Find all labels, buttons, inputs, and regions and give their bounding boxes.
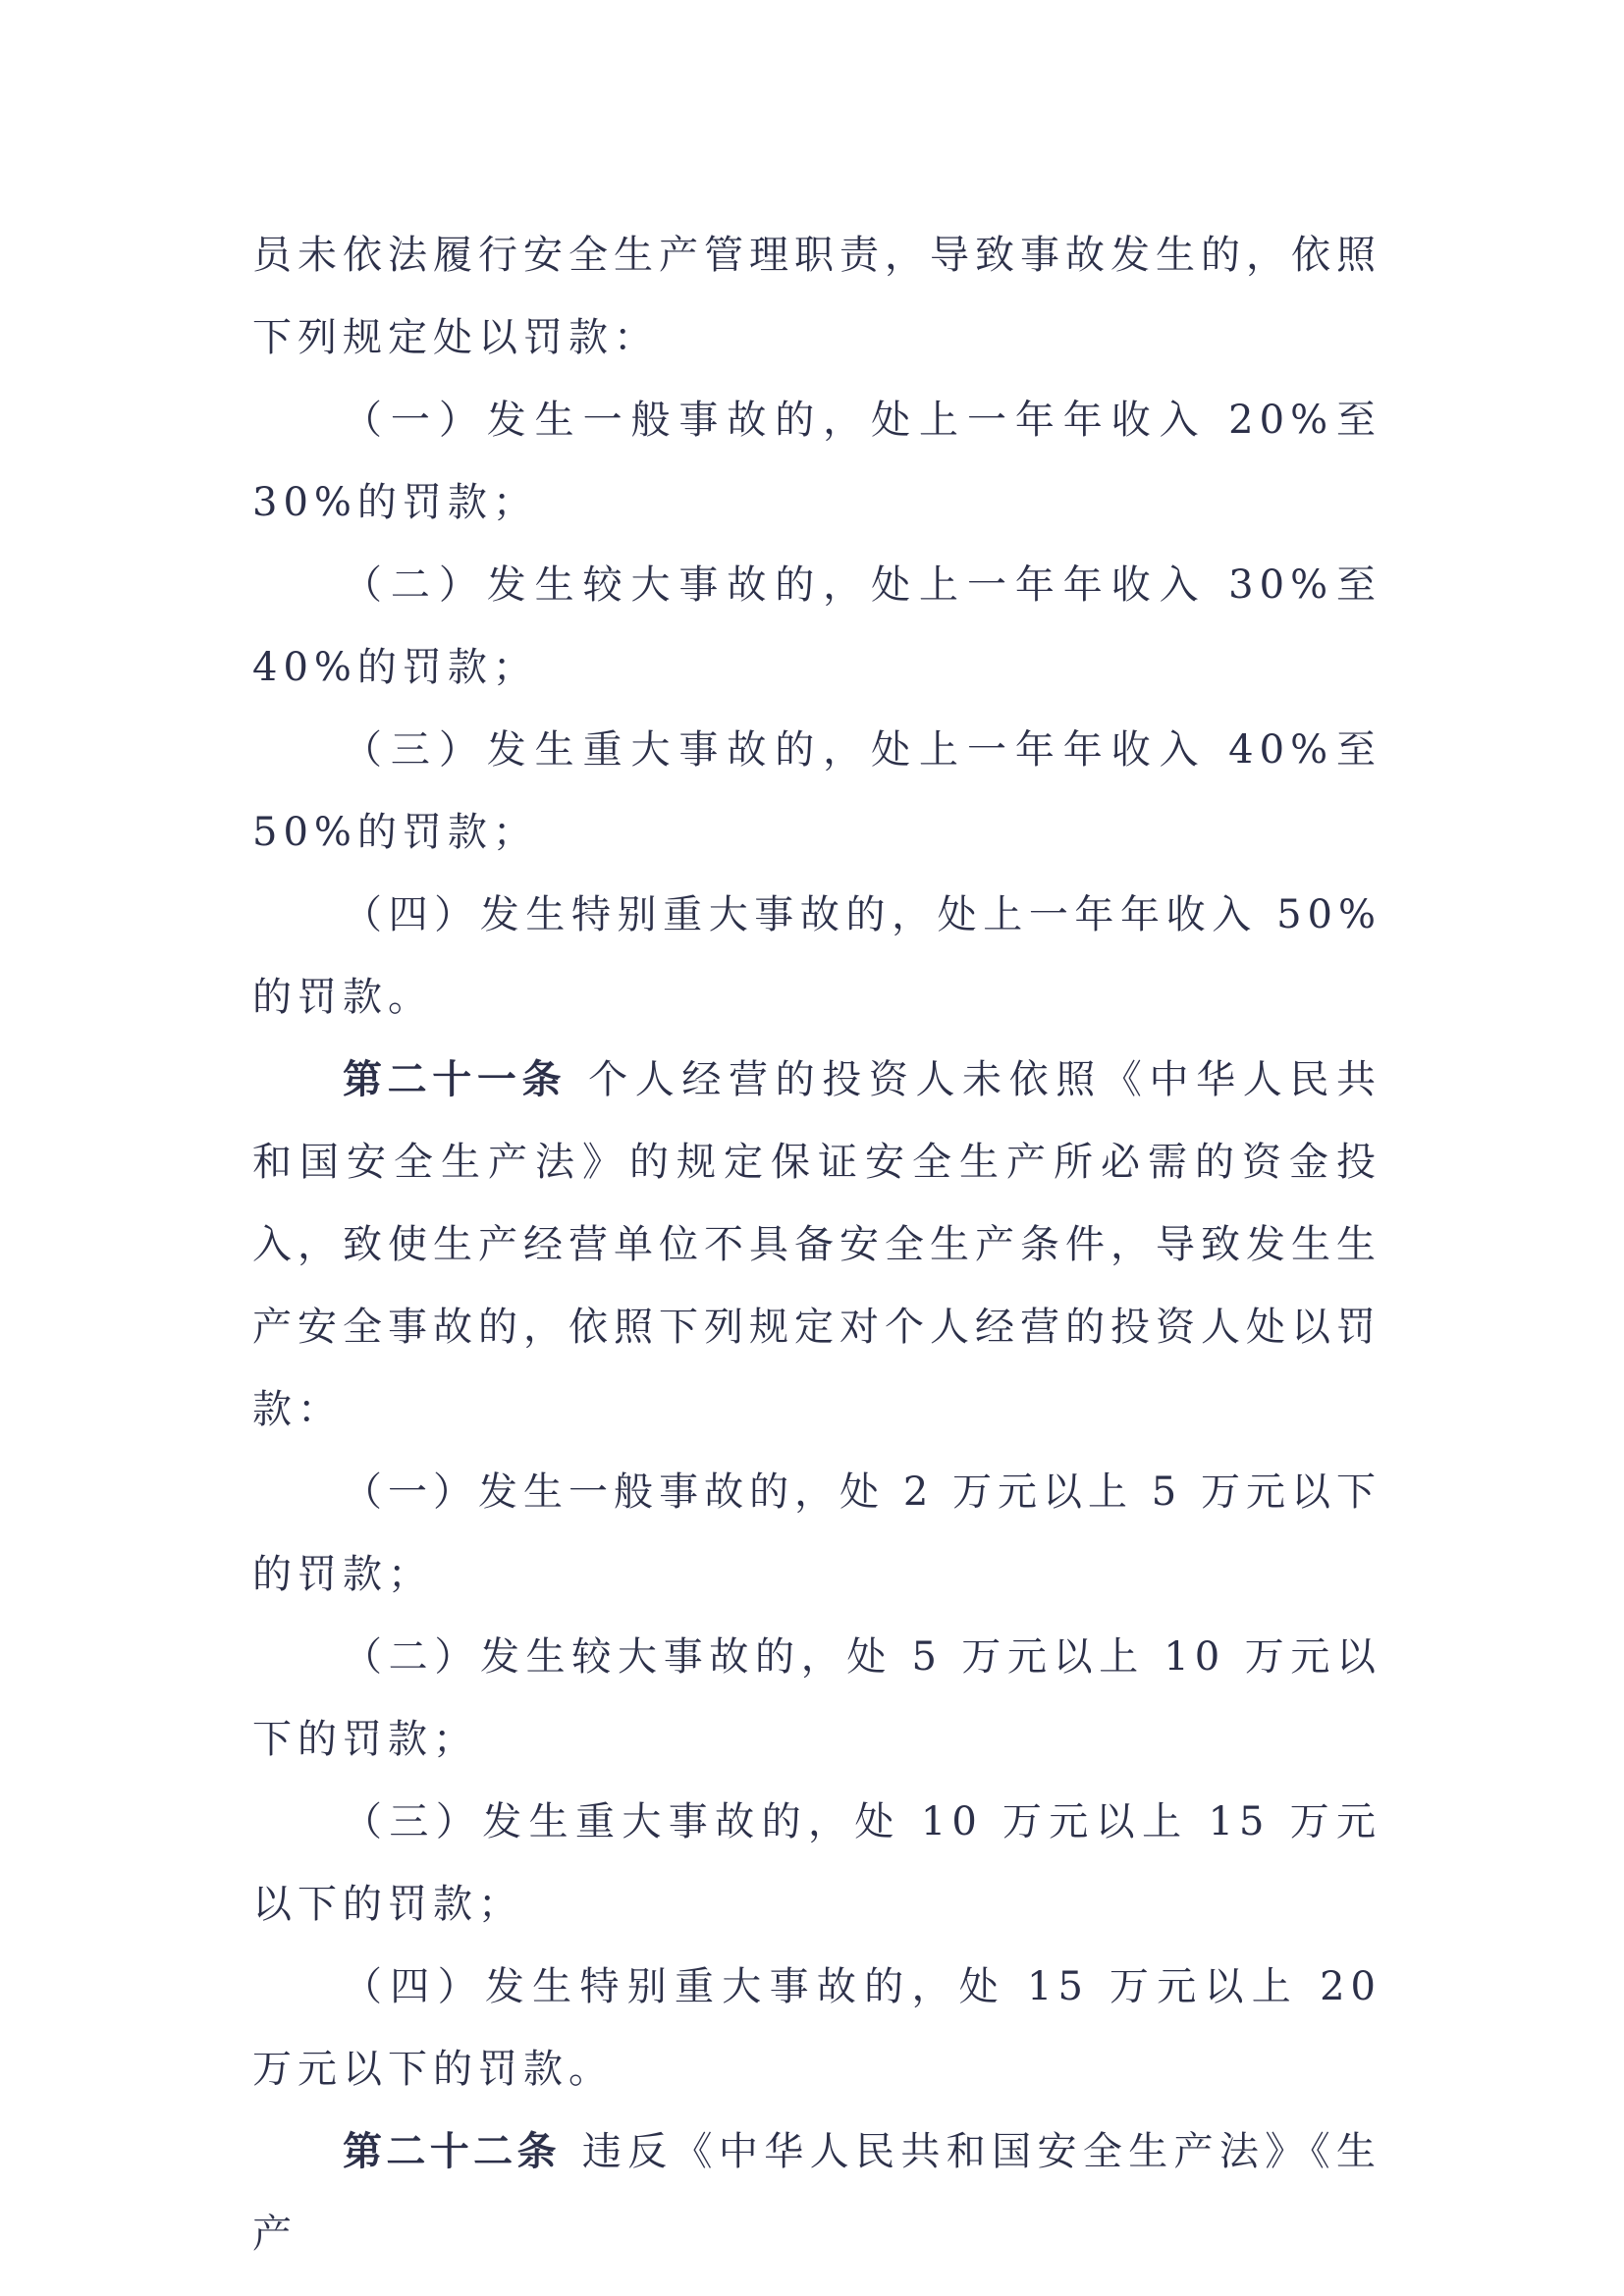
list-item-3: （三）发生重大事故的，处上一年年收入 40%至 50%的罚款；	[252, 727, 1381, 855]
article-21-body: 个人经营的投资人未依照《中华人民共和国安全生产法》的规定保证安全生产所必需的资金投入，致使生产经营单位不具备安全生产条件，导致发生生产安全事故的，依照下列规定对个人经营的投资人处以罚款：	[252, 1057, 1382, 1432]
article-21-title: 第二十一条	[343, 1057, 568, 1102]
article-21-item-2: （二）发生较大事故的，处 5 万元以上 10 万元以下的罚款；	[252, 1634, 1381, 1762]
article-21-item-3: （三）发生重大事故的，处 10 万元以上 15 万元以下的罚款；	[252, 1799, 1381, 1927]
list-item-4: （四）发生特别重大事故的，处上一年年收入 50%的罚款。	[252, 892, 1381, 1020]
article-22-title: 第二十二条	[343, 2129, 561, 2174]
article-21-item-1: （一）发生一般事故的，处 2 万元以上 5 万元以下的罚款；	[252, 1469, 1381, 1597]
list-item-1: （一）发生一般事故的，处上一年年收入 20%至 30%的罚款；	[252, 398, 1381, 525]
paragraph-continuation: 员未依法履行安全生产管理职责，导致事故发生的，依照下列规定处以罚款：	[252, 233, 1381, 360]
article-21	[252, 1039, 1381, 1451]
list-item-2: （二）发生较大事故的，处上一年年收入 30%至 40%的罚款；	[252, 562, 1381, 690]
article-22-body: 违反《中华人民共和国安全生产法》《生产	[252, 2129, 1382, 2257]
article-21-item-4: （四）发生特别重大事故的，处 15 万元以上 20 万元以下的罚款。	[252, 1964, 1381, 2092]
document-body	[252, 214, 1381, 2275]
article-22	[252, 2110, 1381, 2275]
